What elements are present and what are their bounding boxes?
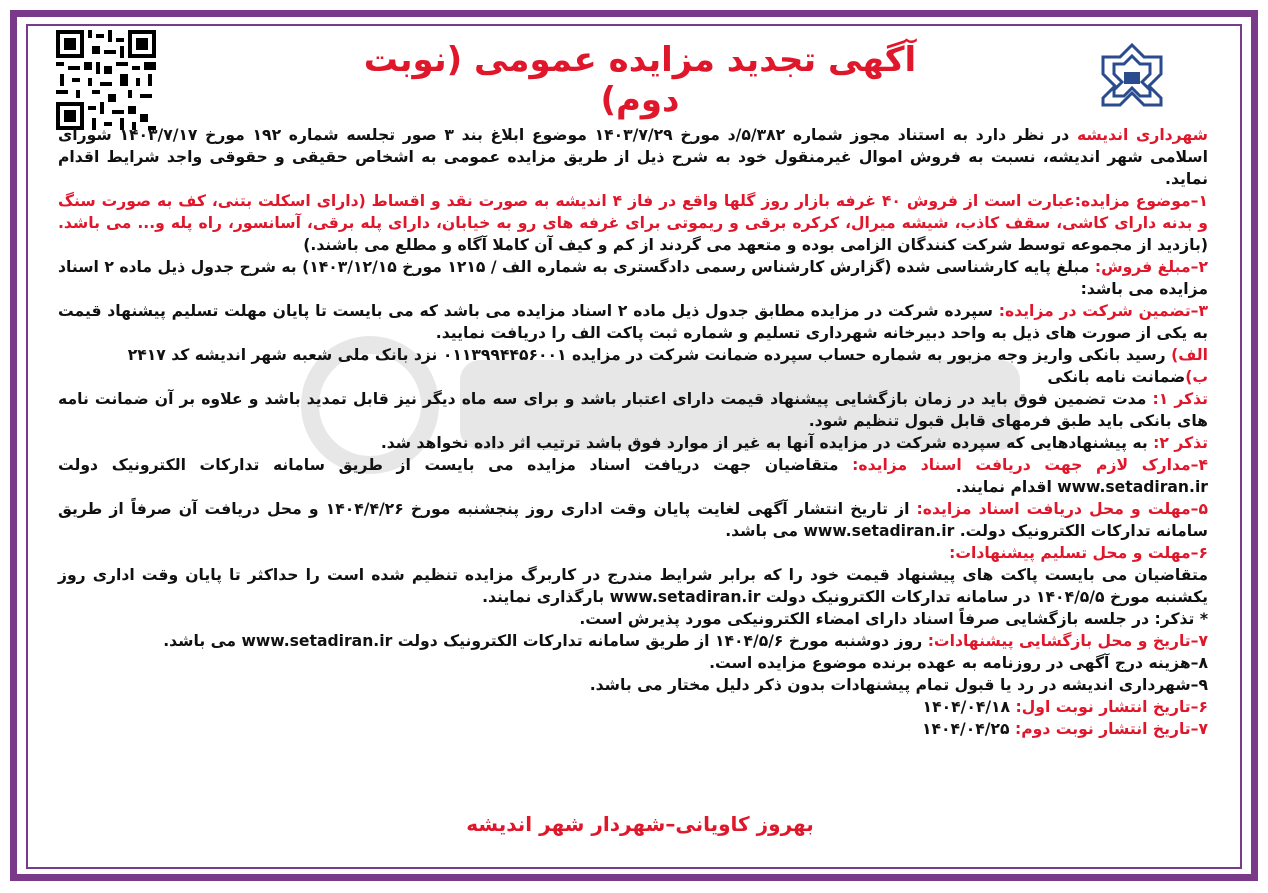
item-1-subject: عبارت است از فروش ۴۰ غرفه بازار روز گلها واقع در فاز ۴ اندیشه به صورت نقد و اقساط (دارای اسکلت بتنی، کف به صورت سنگ و بدنه دارای کاشی، سقف کاذب، شیشه میرال، کرکره برقی و ریموتی برای غرفه های رو به خیابان، دارای پله برقی، آسانسور، راه پله و... می باشد. <box>58 192 1208 232</box>
item-6-text: متقاضیان می بایست پاکت های پیشنهاد قیمت خود را که برابر شرایط مندرج در کاربرگ مزایده تنظیم شده است را حداکثر تا پایان وقت اداری روز یکشنبه مورخ ۱۴۰۴/۵/۵ در سامانه تدارکات الکترونیک دولت <box>58 566 1208 606</box>
item-b-label: ب) <box>1185 368 1208 386</box>
item-b-text: ضمانت نامه بانکی <box>1047 368 1186 386</box>
item-a <box>58 344 1208 366</box>
note-1 <box>58 388 1208 432</box>
item-2-text: مبلغ پایه کارشناسی شده (گزارش کارشناس رسمی دادگستری به شماره الف / ۱۲۱۵ مورخ ۱۴۰۳/۱۲/۱۵) به شرح جدول ذیل ماده ۲ اسناد مزایده می باشد: <box>58 258 1208 298</box>
item-4-text: متقاضیان جهت دریافت اسناد مزایده می بایست از طریق سامانه تدارکات الکترونیک دولت <box>58 456 853 474</box>
item-3 <box>58 300 1208 344</box>
item-4-label: ۴–مدارک لازم جهت دریافت اسناد مزایده: <box>852 456 1208 474</box>
item-3-text: سپرده شرکت در مزایده مطابق جدول ذیل ماده ۲ اسناد مزایده می باشد که می بایست تا پایان مهلت تسلیم پیشنهاد قیمت به یکی از صورت های ذیل به واحد دبیرخانه شهرداری تسلیم و شماره ثبت پاکت الف را دریافت نمایید. <box>58 302 1208 342</box>
item-6-url[interactable]: www.setadiran.ir <box>609 588 761 606</box>
item-8: ۸–هزینه درج آگهی در روزنامه به عهده برنده موضوع مزایده است. <box>709 654 1208 672</box>
notice-body <box>58 124 1208 740</box>
intro-paragraph <box>58 124 1208 190</box>
municipality-logo <box>1100 42 1164 108</box>
note-1-label: تذکر ۱: <box>1152 390 1208 408</box>
page-title: آگهی تجدید مزایده عمومی (نوبت دوم) <box>363 40 917 120</box>
item-4 <box>58 454 1208 498</box>
org-name: شهرداری اندیشه <box>1076 126 1208 144</box>
item-6-text-after: بارگذاری نمایند. <box>482 588 610 606</box>
publication-1-label: ۶–تاریخ انتشار نوبت اول: <box>1015 698 1208 716</box>
item-7 <box>58 630 1208 652</box>
item-4-text-after: اقدام نمایند. <box>955 478 1058 496</box>
note-1-text: مدت تضمین فوق باید در زمان بازگشایی پیشنهاد قیمت دارای اعتبار باشد و برای سه ماه دیگر نیز قابل تمدید باشد و علاوه بر آن ضمانت نامه های بانکی باید طبق فرمهای قابل قبول تنظیم شود. <box>58 390 1208 430</box>
mayor-signature: بهروز کاویانی–شهردار شهر اندیشه <box>466 812 814 836</box>
item-2-label: ۲–مبلغ فروش: <box>1094 258 1209 276</box>
item-4-url[interactable]: www.setadiran.ir <box>1057 478 1208 496</box>
item-1-text: (بازدید از مجموعه توسط شرکت کنندگان الزامی بوده و متعهد می گردند از کم و کیف آن کاملا آگاه و مطلع می باشند.) <box>303 236 1208 254</box>
item-5-text: از تاریخ انتشار آگهی لغایت پایان وقت اداری روز پنجشنبه مورخ ۱۴۰۴/۴/۲۶ و محل دریافت آن صرفاً از طریق سامانه تدارکات الکترونیک دولت. <box>58 500 1208 540</box>
item-6-label-line <box>58 542 1208 564</box>
intro-text: در نظر دارد به استناد مجوز شماره ۵/۳۸۲/د مورخ ۱۴۰۳/۷/۲۹ موضوع ابلاغ بند ۳ صور تجلسه شماره ۱۹۲ مورخ ۱۴۰۳/۷/۱۷ شورای اسلامی شهر اندیشه، نسبت به فروش اموال غیرمنقول خود به شرح ذیل از طریق مزایده عمومی به اشخاص حقیقی و حقوقی واجد شرایط اقدام نماید. <box>58 126 1208 188</box>
item-5-url[interactable]: www.setadiran.ir <box>803 522 955 540</box>
item-6-label: ۶–مهلت و محل تسلیم پیشنهادات: <box>949 544 1208 562</box>
note-3: * تذکر: در جلسه بازگشایی صرفاً اسناد دارای امضاء الکترونیکی مورد پذیرش است. <box>579 610 1208 628</box>
qr-code <box>56 30 156 130</box>
note-2-text: به پیشنهادهایی که سپرده شرکت در مزایده آنها به غیر از موارد فوق باشد ترتیب اثر داده نخواهد شد. <box>380 434 1154 452</box>
publication-2 <box>58 718 1208 740</box>
item-5 <box>58 498 1208 542</box>
item-7-label: ۷–تاریخ و محل بازگشایی پیشنهادات: <box>927 632 1208 650</box>
item-1 <box>58 190 1208 256</box>
note-2-label: تذکر ۲: <box>1153 434 1208 452</box>
note-2 <box>58 432 1208 454</box>
item-9: ۹–شهرداری اندیشه در رد یا قبول تمام پیشنهادات بدون ذکر دلیل مختار می باشد. <box>589 676 1208 694</box>
publication-2-date: ۱۴۰۴/۰۴/۲۵ <box>921 720 1015 738</box>
item-7-url[interactable]: www.setadiran.ir <box>241 632 393 650</box>
item-1-label: ۱–موضوع مزایده: <box>1074 192 1208 210</box>
item-6 <box>58 564 1208 608</box>
item-b <box>58 366 1208 388</box>
item-a-label: الف) <box>1171 346 1208 364</box>
publication-1 <box>58 696 1208 718</box>
item-a-text: رسید بانکی واریز وجه مزبور به شماره حساب سپرده ضمانت شرکت در مزایده ۰۱۱۳۹۹۴۴۵۶۰۰۱ نزد بانک ملی شعبه شهر اندیشه کد ۲۴۱۷ <box>127 346 1172 364</box>
item-5-label: ۵–مهلت و محل دریافت اسناد مزایده: <box>916 500 1208 518</box>
item-5-text-after: می باشد. <box>725 522 804 540</box>
item-7-text-after: می باشد. <box>163 632 242 650</box>
item-7-text: روز دوشنبه مورخ ۱۴۰۴/۵/۶ از طریق سامانه تدارکات الکترونیک دولت <box>392 632 928 650</box>
item-3-label: ۳–تضمین شرکت در مزایده: <box>998 302 1208 320</box>
publication-1-date: ۱۴۰۴/۰۴/۱۸ <box>922 698 1016 716</box>
item-2 <box>58 256 1208 300</box>
publication-2-label: ۷–تاریخ انتشار نوبت دوم: <box>1014 720 1208 738</box>
